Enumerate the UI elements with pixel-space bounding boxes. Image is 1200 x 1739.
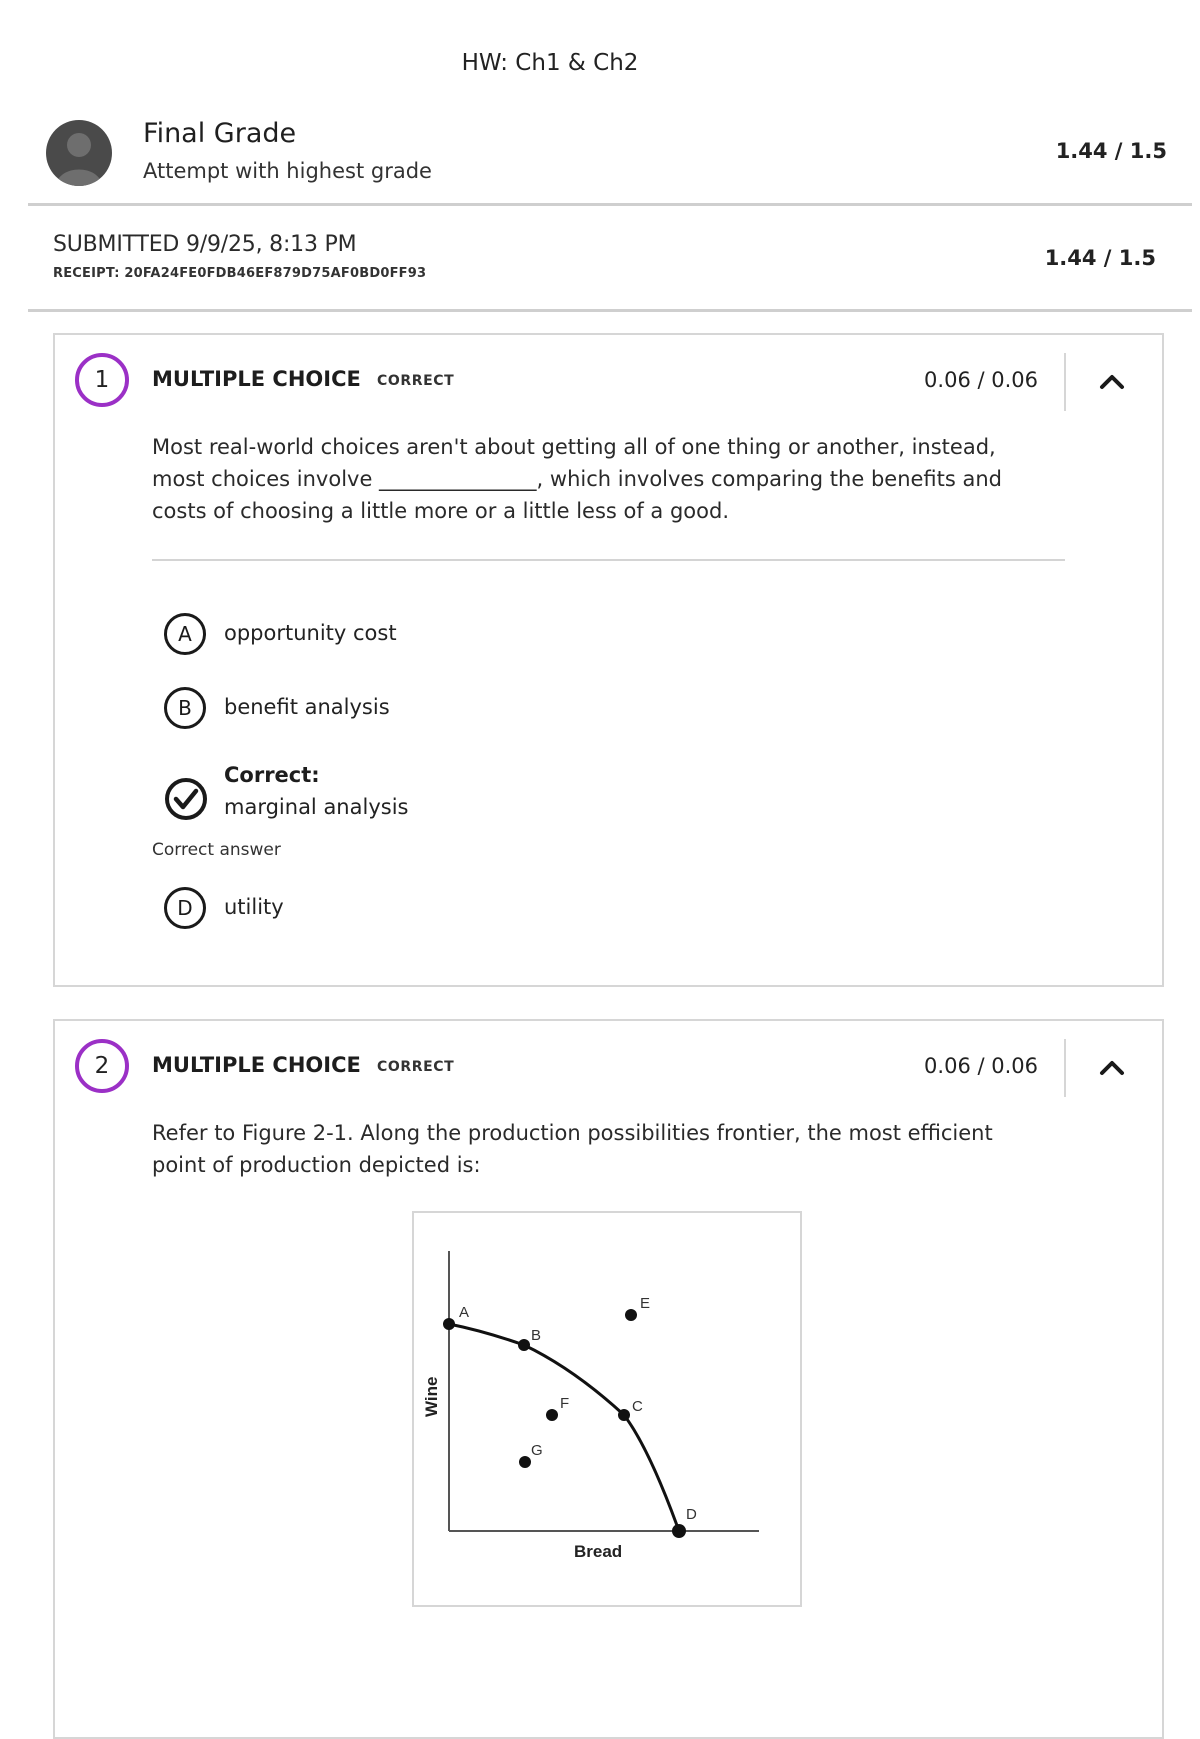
submitted-timestamp: SUBMITTED 9/9/25, 8:13 PM — [53, 232, 357, 257]
question-divider — [152, 559, 1065, 561]
question-card-2 — [53, 1019, 1164, 1739]
correct-label: Correct: — [224, 763, 320, 787]
header-divider — [1064, 353, 1066, 411]
point-d — [672, 1524, 686, 1538]
final-grade-subtitle: Attempt with highest grade — [143, 159, 432, 183]
option-letter: A — [164, 613, 206, 655]
point-e — [625, 1309, 637, 1321]
question-card-1 — [53, 333, 1164, 987]
point-b — [518, 1339, 530, 1351]
point-label-f: F — [560, 1395, 570, 1412]
point-f — [546, 1409, 558, 1421]
question-text: Refer to Figure 2-1. Along the production possibilities frontier, the most efficient point of production depicted is: — [152, 1121, 993, 1177]
option-text: benefit analysis — [224, 695, 390, 719]
receipt-id: RECEIPT: 20FA24FE0FDB46EF879D75AF0BD0FF93 — [53, 266, 427, 281]
point-label-c: C — [632, 1398, 643, 1415]
question-score: 0.06 / 0.06 — [924, 368, 1038, 392]
collapse-button[interactable] — [1092, 1051, 1132, 1083]
final-grade-title: Final Grade — [143, 118, 297, 149]
option-text: opportunity cost — [224, 621, 397, 645]
divider — [28, 203, 1192, 206]
collapse-button[interactable] — [1092, 365, 1132, 397]
chevron-up-icon — [1092, 1051, 1132, 1083]
point-label-g: G — [531, 1442, 543, 1459]
question-type: MULTIPLE CHOICE — [152, 367, 361, 391]
question-status: CORRECT — [377, 1059, 455, 1075]
y-axis-label: Wine — [422, 1376, 441, 1417]
ppf-diagram — [414, 1213, 800, 1605]
point-label-b: B — [531, 1327, 542, 1344]
point-label-a: A — [459, 1304, 470, 1321]
question-number-badge: 1 — [75, 353, 129, 407]
question-score: 0.06 / 0.06 — [924, 1054, 1038, 1078]
question-text: Most real-world choices aren't about getting all of one thing or another, instead, most choices involve _______________, which involves comparing the benefits and costs of choosing a little more or a little less of a good. — [152, 435, 1003, 523]
final-grade-score: 1.44 / 1.5 — [1055, 139, 1167, 163]
question-number-badge: 2 — [75, 1039, 129, 1093]
user-avatar-icon — [46, 120, 112, 186]
point-label-e: E — [640, 1295, 651, 1312]
point-g — [519, 1456, 531, 1468]
submission-score: 1.44 / 1.5 — [1044, 246, 1156, 270]
x-axis-label: Bread — [574, 1542, 623, 1561]
divider — [28, 309, 1192, 312]
final-grade-header — [0, 115, 1200, 205]
header-divider — [1064, 1039, 1066, 1097]
question-status: CORRECT — [377, 373, 455, 389]
point-label-d: D — [686, 1506, 697, 1523]
correct-answer-label: Correct answer — [152, 840, 281, 860]
point-c — [618, 1409, 630, 1421]
option-letter: D — [164, 887, 206, 929]
point-a — [443, 1318, 455, 1330]
option-letter: B — [164, 687, 206, 729]
question-type: MULTIPLE CHOICE — [152, 1053, 361, 1077]
ppf-curve — [449, 1324, 679, 1531]
chevron-up-icon — [1092, 365, 1132, 397]
option-text: utility — [224, 895, 284, 919]
page-title: HW: Ch1 & Ch2 — [461, 50, 639, 76]
figure-ppf — [412, 1211, 802, 1607]
option-text: marginal analysis — [224, 795, 409, 819]
check-circle-icon — [164, 777, 208, 821]
